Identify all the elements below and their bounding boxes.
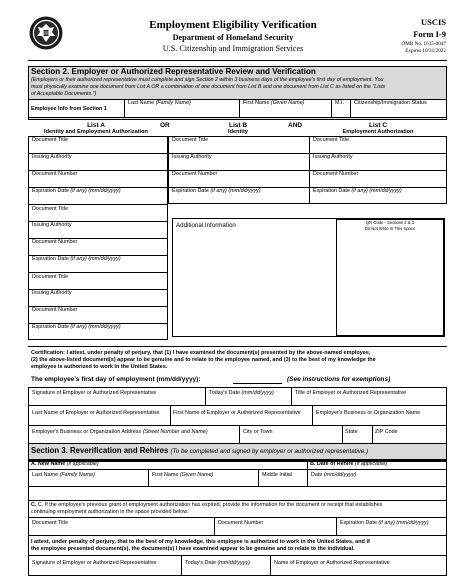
department-name: Department of Homeland Security [172,33,294,42]
field-hint: (if any) (mm/dd/yyyy) [70,188,121,194]
field-hint: (Family Name) [59,472,95,478]
list-a-doc3-number-field[interactable] [29,307,167,322]
list-b-subheading: Identity [228,129,248,135]
field-label: Document Title [32,137,68,143]
divider [28,486,447,487]
field-label: Document Title [32,520,68,526]
field-label: Citizenship/Immigration Status [354,100,427,106]
list-b-expiration-field[interactable] [169,188,308,203]
field-label: Last Name [32,472,59,478]
field-label: Expiration Date [340,520,377,526]
employee-mi-field[interactable] [332,100,349,117]
field-hint: (if any) (mm/dd/yyyy) [210,188,261,194]
employer-business-name-field[interactable] [313,406,446,424]
and-separator: AND [288,122,303,129]
agency-name: U.S. Citizenship and Immigration Services [162,44,304,53]
list-a-doc1-title-field[interactable] [29,137,167,152]
field-label: Name of Employer or Authorized Representative [274,560,390,566]
field-hint: (if any) (mm/dd/yyyy) [351,188,402,194]
employer-state-field[interactable] [343,426,371,442]
field-label: City or Town [243,429,273,435]
section2-instructions-2: must physically examine one document from List A OR a combination of one document from List B and one document from List C as listed on the "Lists [31,84,386,90]
field-label: Employer's Business or Organization Name [316,410,421,416]
field-label: Today's Date [185,560,216,566]
field-hint: (mm/dd/yyyy) [241,390,274,396]
field-label: Expiration Date [32,188,69,194]
rehire-date-label [310,462,387,467]
field-label: Last Name [128,100,155,106]
field-label: Document Title [313,137,349,143]
list-a-doc2-issuing-field[interactable] [29,222,167,237]
field-label: Issuing Authority [172,154,212,160]
form-expiration: Expires 10/31/2022 [405,48,446,54]
field-label: Issuing Authority [313,154,353,160]
field-label: Document Title [172,137,208,143]
field-hint: (mm/dd/yyyy) [323,472,357,478]
employer-address-field[interactable] [29,426,238,442]
field-hint: (if applicable) [354,461,387,467]
field-label: First Name of Employer or Authorized Representative [173,410,301,416]
new-last-name-field[interactable] [29,470,147,485]
list-b-heading: List B [228,122,248,129]
reverification-instructions-2: continuing employment authorization in the space provided below. [31,509,189,515]
new-first-name-field[interactable] [149,470,257,485]
field-label: Date [311,472,323,478]
new-middle-initial-field[interactable] [259,470,306,485]
employee-citizenship-field[interactable] [351,100,446,117]
section2-heading: Section 2. Employer or Authorized Representative Review and Verification [31,67,316,76]
first-day-label: The employee's first day of employment (mm/dd/yyyy): [31,376,201,383]
field-label: Issuing Authority [32,222,72,228]
divider [28,535,447,536]
field-label: State [345,429,358,435]
reverify-employer-name-field[interactable] [271,556,446,575]
list-c-subheading: Employment Authorization [342,129,414,135]
divider [28,500,447,501]
header-rule [28,60,447,61]
reverification-instructions-1 [31,503,382,508]
reverify-doc-title-field[interactable] [29,518,213,534]
list-a-doc3-issuing-field[interactable] [29,290,167,305]
field-label: Signature of Employer or Authorized Representative [32,560,157,566]
section2-instructions-1: (Employers or their authorized representative must complete and sign Section 2 within 3 business days of the employee's first day of employment. You [31,77,384,83]
field-label: Document Number [218,520,264,526]
section3-title: Section 3. Reverification and Rehires [31,446,169,455]
field-label: A. New Name [31,461,66,467]
field-label: B. Date of Rehire [310,461,354,467]
qr-code-area [336,219,444,336]
field-label: Signature of Employer or Authorized Representative [32,390,157,396]
list-a-doc1-number-field[interactable] [29,171,167,186]
employer-city-field[interactable] [240,426,341,442]
field-label: Document Number [313,171,359,177]
reverification-text-1: C. If the employee's previous grant of employment authorization has expired, provide the information for the document or receipt that establishes [37,502,383,508]
reverify-doc-number-field[interactable] [215,518,335,534]
section3-heading [31,447,368,455]
field-label: Last Name of Employer or Authorized Representative [32,410,160,416]
additional-information-label: Additional Information [176,222,236,229]
list-b-issuing-field[interactable] [169,154,308,169]
reverify-date-field[interactable] [182,556,269,575]
list-c-issuing-field[interactable] [310,154,446,169]
employee-last-name-field[interactable] [125,100,239,117]
certification-line-1: Certification: I attest, under penalty of perjury, that (1) I have examined the document(s) presented by the above-named employee, [31,350,371,356]
list-a-subheading: Identity and Employment Authorization [44,129,148,135]
list-a-doc2-expiration-field[interactable] [29,256,167,271]
field-label: Document Number [32,239,78,245]
section2-instructions-3: of Acceptable Documents.") [31,91,97,97]
field-label: Document Number [172,171,218,177]
list-c-number-field[interactable] [310,171,446,186]
employer-first-name-field[interactable] [171,406,311,424]
field-label: ZIP Code [375,429,398,435]
field-hint: (Street Number and Name) [142,429,208,435]
reverification-attest-2: the employee presented document(s), the document(s) I have examined appear to be genuine and to relate to the individual. [31,546,355,552]
field-label: M.I. [335,100,344,106]
employee-info-label: Employee Info from Section 1 [31,106,107,112]
list-a-heading: List A [87,122,105,129]
field-hint: (Given Name) [179,472,214,478]
field-label: Issuing Authority [32,290,72,296]
employer-date-field[interactable] [206,388,290,404]
field-label: Issuing Authority [32,154,72,160]
qr-code-note-2: Do Not Write In This Space [364,226,416,231]
field-label: Middle Initial [262,472,292,478]
field-label: Expiration Date [32,324,69,330]
field-label: First Name [152,472,179,478]
reverify-signature-field[interactable] [29,556,180,575]
field-label: Document Number [32,307,78,313]
form-agency: USCIS [420,17,446,27]
form-title: Employment Eligibility Verification [149,19,317,31]
rehire-date-field[interactable] [308,470,446,485]
employer-zip-field[interactable] [373,426,446,442]
list-c-expiration-field[interactable] [310,188,446,203]
field-hint: (mm/dd/yyyy) [217,560,250,566]
form-number: Form I-9 [413,29,446,39]
list-a-doc2-title-field[interactable] [29,205,167,220]
field-hint: (if any) (mm/dd/yyyy) [70,256,121,262]
reverify-expiration-field[interactable] [337,518,446,534]
field-label: Document Title [32,274,68,280]
field-label: Document Title [32,206,68,212]
section3-hint: (To be completed and signed by employer or authorized representative.) [170,448,369,455]
field-hint: (if applicable) [66,461,99,467]
first-day-input[interactable] [233,375,282,384]
list-a-doc2-number-field[interactable] [29,239,167,254]
omb-number: OMB No. 1615-0047 [401,41,446,47]
field-label: Expiration Date [32,256,69,262]
certification-line-3: employee is authorized to work in the United States. [31,364,168,370]
divider [28,346,447,347]
list-a-doc1-issuing-field[interactable] [29,154,167,169]
field-label: First Name [243,100,270,106]
list-a-doc3-expiration-field[interactable] [29,324,167,339]
field-label: Document Number [32,171,78,177]
field-hint: (if any) (mm/dd/yyyy) [70,324,121,330]
employee-first-name-field[interactable] [240,100,331,117]
see-instructions-note: (See instructions for exemptions) [287,376,391,383]
or-separator: OR [160,122,170,129]
field-label: Employer's Business or Organization Address [32,429,142,435]
field-hint: (Family Name) [155,100,191,106]
field-label: Title of Employer or Authorized Representative [295,390,407,396]
employer-title-field[interactable] [292,388,446,404]
list-c-title-field[interactable] [310,137,446,152]
list-a-doc3-title-field[interactable] [29,273,167,288]
c-label: C. [31,502,37,508]
certification-line-2: (2) the above-listed document(s) appear to be genuine and to relate to the employee named, and (3) to the best of my knowledge the [31,357,376,363]
field-hint: (Given Name) [270,100,305,106]
qr-code-note-1: QR Code - Sections 2 & 3 [365,220,415,225]
field-label: Expiration Date [313,188,350,194]
reverification-attest-1: I attest, under penalty of perjury, that to the best of my knowledge, this employee is authorized to work in the United States, and if [31,539,370,545]
new-name-label [31,462,99,467]
list-b-title-field[interactable] [169,137,308,152]
list-a-doc1-expiration-field[interactable] [29,188,167,203]
employer-signature-field[interactable] [29,388,204,404]
field-hint: (if any) (mm/dd/yyyy) [378,520,429,526]
list-b-number-field[interactable] [169,171,308,186]
divider [307,460,308,469]
list-c-heading: List C [368,122,388,129]
field-label: Expiration Date [172,188,209,194]
field-label: Today's Date [209,390,240,396]
employer-last-name-field[interactable] [29,406,169,424]
